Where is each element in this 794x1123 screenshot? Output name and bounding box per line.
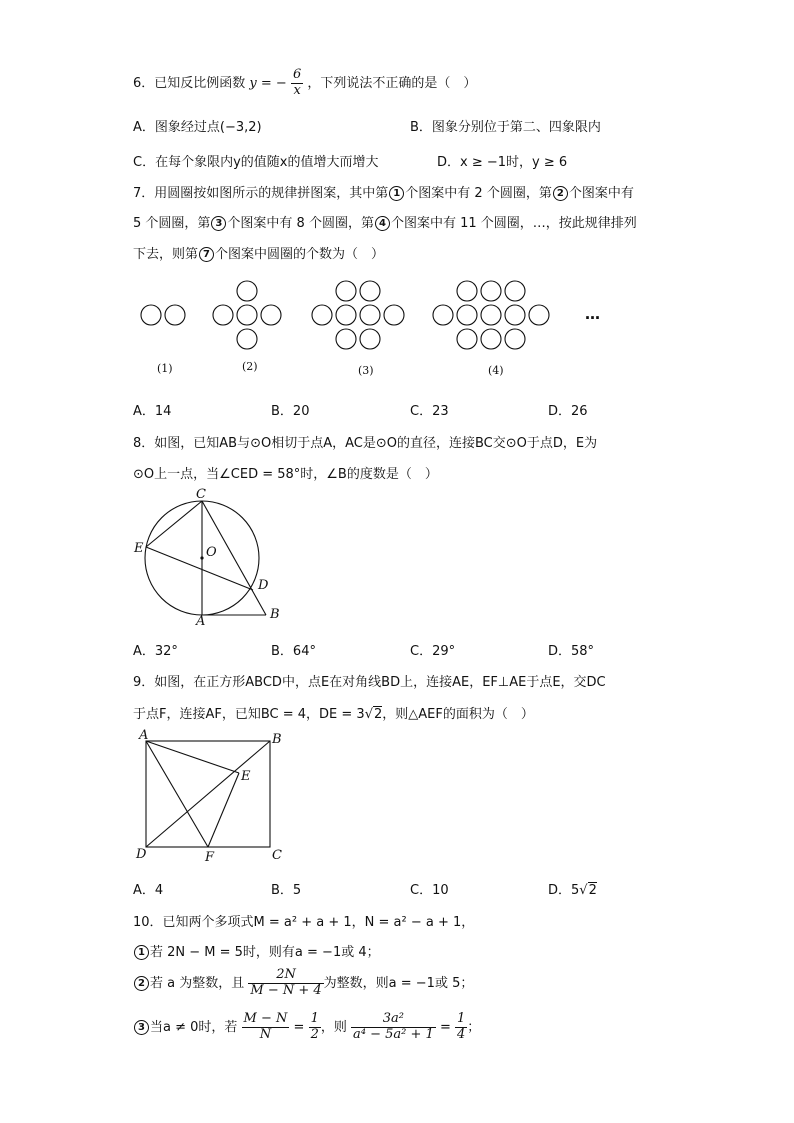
- q9-label-e: E: [241, 769, 251, 784]
- q10-item1: 1 若 2N − M = 5时，则有a = −1或 4；: [133, 941, 380, 960]
- q6-option-b: B．图象分别位于第二、四象限内: [410, 120, 601, 135]
- q9-option-d: D．5√2: [548, 883, 597, 898]
- q9-label-c: C: [272, 848, 282, 863]
- circled-number-icon: 2: [553, 186, 568, 201]
- q7-line1: 7．用圆圈按如图所示的规律拼图案，其中第 1 个图案中有 2 个圆圈，第 2 个图案中有: [133, 186, 634, 201]
- q7-caption-1: (1): [157, 362, 173, 375]
- q8-label-b: B: [270, 607, 280, 622]
- q9-option-b: B．5: [271, 883, 302, 898]
- q9-line2: 于点F，连接AF，已知BC = 4，DE = 3√2，则△AEF的面积为（ ）: [133, 707, 534, 722]
- circled-number-icon: 1: [389, 186, 404, 201]
- q8-option-a: A．32°: [133, 644, 178, 659]
- q10-item3-fraction-4: $\frac{1}{4}$: [456, 1011, 466, 1042]
- q8-option-d: D．58°: [548, 644, 595, 659]
- circled-number-icon: 4: [375, 216, 390, 231]
- q10-line1: 10．已知两个多项式M = a² + a + 1，N = a² − a + 1，: [133, 915, 475, 930]
- circled-number-icon: 3: [134, 1020, 149, 1035]
- q6-stem: 6．已知反比例函数 y = − $\frac{6}{x}$ ，下列说法不正确的是（ ）: [133, 67, 477, 98]
- q6-fraction: $\frac{6}{x}$: [292, 67, 302, 98]
- q7-caption-2: (2): [242, 360, 258, 373]
- q6-option-d: D．x ≥ −1时，y ≥ 6: [437, 155, 568, 170]
- q9-option-c: C．10: [410, 883, 449, 898]
- circled-number-icon: 1: [134, 945, 149, 960]
- q8-line1: 8．如图，已知AB与⊙O相切于点A，AC是⊙O的直径，连接BC交⊙O于点D，E为: [133, 436, 598, 451]
- q8-label-a: A: [196, 614, 206, 629]
- q7-caption-3: (3): [358, 364, 374, 377]
- q8-label-o: O: [206, 545, 217, 560]
- q9-line1: 9．如图，在正方形ABCD中，点E在对角线BD上，连接AE，EF⊥AE于点E，交DC: [133, 675, 606, 690]
- q7-line3: 下去，则第 7 个图案中圆圈的个数为（ ）: [133, 247, 385, 262]
- q7-caption-4: (4): [488, 364, 504, 377]
- q7-option-b: B．20: [271, 404, 310, 419]
- q7-ellipsis: …: [585, 305, 600, 323]
- q7-option-a: A．14: [133, 404, 172, 419]
- q10-item3-fraction-3: $\frac{\text{3a²}}{\text{a⁴ − 5a² + 1}}$: [353, 1011, 434, 1042]
- q7-option-d: D．26: [548, 404, 588, 419]
- q9-label-f: F: [205, 850, 215, 865]
- circled-number-icon: 3: [211, 216, 226, 231]
- circled-number-icon: 7: [199, 247, 214, 262]
- q8-label-e: E: [134, 541, 144, 556]
- q10-item3-fraction-2: $\frac{1}{2}$: [310, 1011, 319, 1042]
- q8-line2: ⊙O上一点，当∠CED = 58°时，∠B的度数是（ ）: [133, 467, 438, 482]
- q10-item3-fraction-1: $\frac{M - N}{N}$: [243, 1011, 288, 1042]
- q7-option-c: C．23: [410, 404, 449, 419]
- q9-label-d: D: [136, 847, 147, 862]
- q9-label-b: B: [272, 732, 282, 747]
- q6-option-a: A．图象经过点(−3,2): [133, 120, 262, 135]
- q8-option-b: B．64°: [271, 644, 316, 659]
- q10-item2: 2 若 a 为整数，且 $\frac{2N}{M - N + 4}$ 为整数，则a = −1或 5；: [133, 968, 473, 999]
- q6-option-c: C．在每个象限内y的值随x的值增大而增大: [133, 155, 379, 170]
- q10-item2-fraction: $\frac{2N}{M - N + 4}$: [250, 967, 322, 998]
- q7-line2: 5 个圆圈，第 3 个图案中有 8 个圆圈，第 4 个图案中有 11 个圆圈，…，按此规律排列: [133, 216, 637, 231]
- q8-label-d: D: [258, 578, 269, 593]
- q9-option-a: A．4: [133, 883, 164, 898]
- q9-label-a: A: [139, 728, 149, 743]
- q10-item3: 3 当a ≠ 0时，若 $\frac{M - N}{N}$ = $\frac{1}{2}$ ，则 $\frac{\text{3a²}}{\text{a⁴ − 5a² + 1}}$ = $\frac{1}{4}$ ；: [133, 1012, 480, 1043]
- circled-number-icon: 2: [134, 976, 149, 991]
- q8-label-c: C: [196, 487, 206, 502]
- q8-option-c: C．29°: [410, 644, 456, 659]
